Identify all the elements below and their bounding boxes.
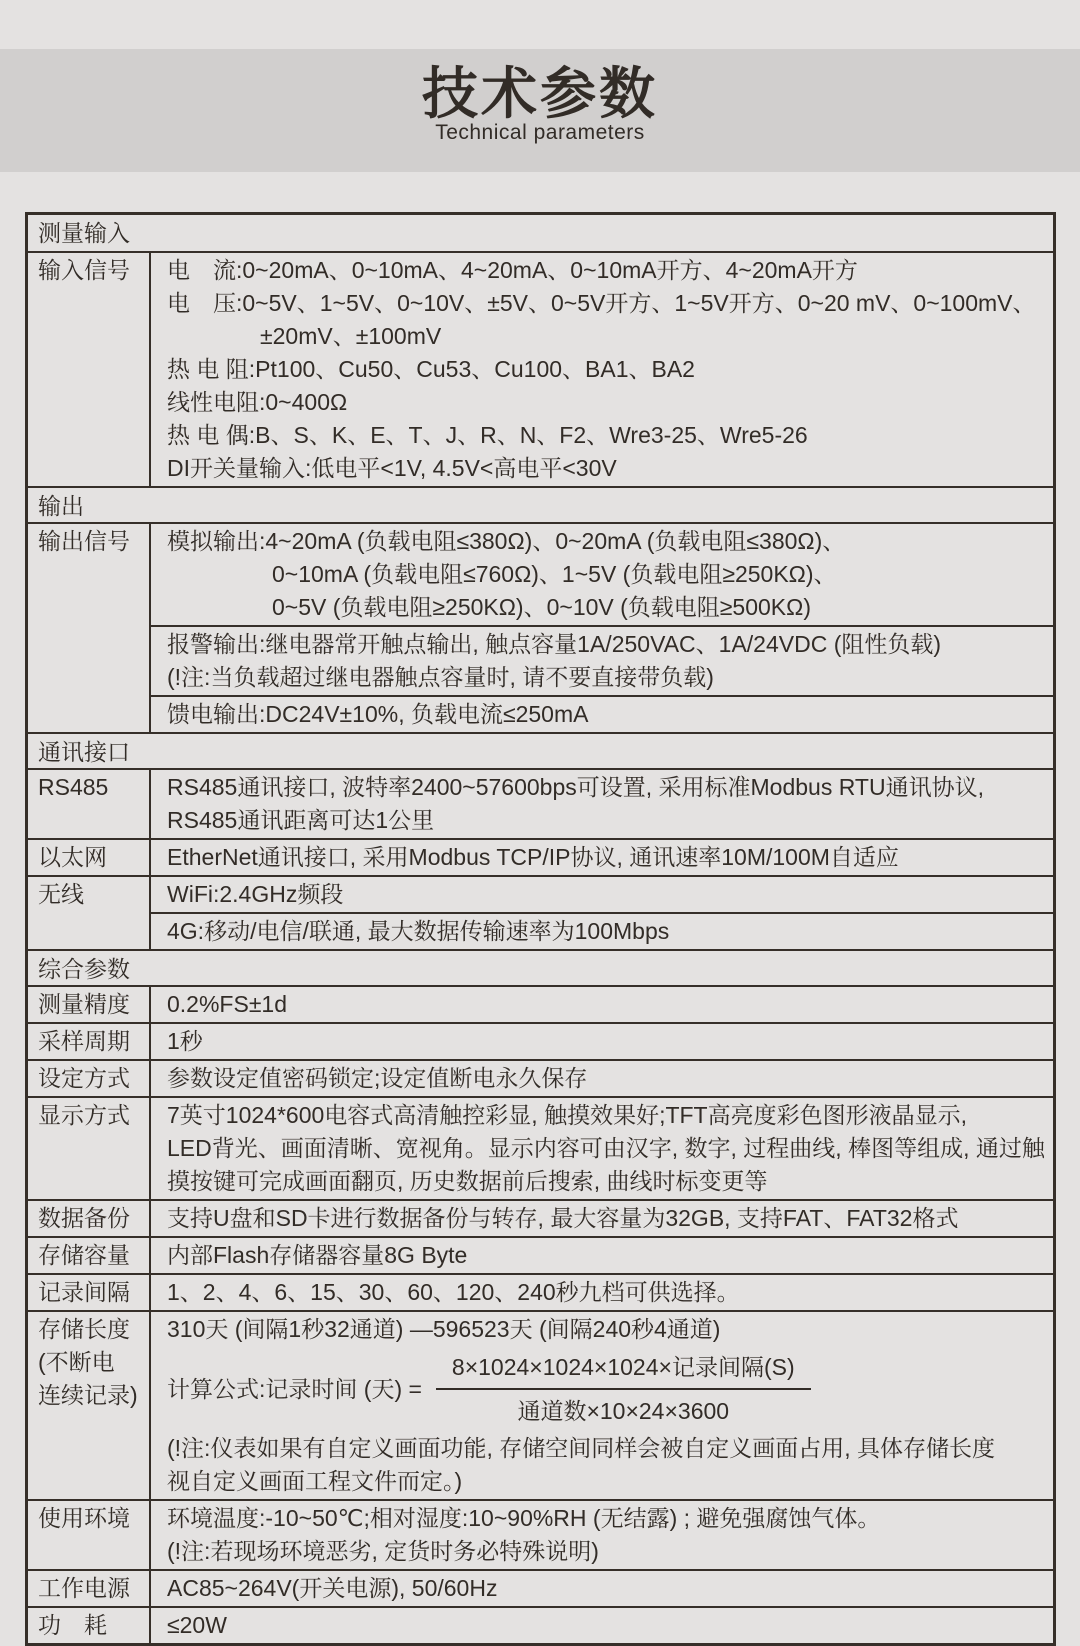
- row-cells: [151, 1312, 1053, 1499]
- row-cells: [151, 1238, 1053, 1273]
- formula-numerator: 8×1024×1024×1024×记录间隔(S): [436, 1349, 811, 1390]
- row-cells: [151, 1201, 1053, 1236]
- spec-line: 0~10mA (负载电阻≤760Ω)、1~5V (负载电阻≥250KΩ)、: [272, 561, 837, 587]
- spec-row: [28, 1569, 1053, 1606]
- spec-line: (!注:当负载超过继电器触点容量时, 请不要直接带负载): [167, 664, 714, 690]
- spec-line: 线性电阻:0~400Ω: [167, 389, 348, 415]
- spec-cell: [151, 1098, 1053, 1199]
- spec-row: [28, 1273, 1053, 1310]
- row-cells: [151, 524, 1053, 732]
- spec-row: [28, 1606, 1053, 1643]
- spec-line: RS485通讯距离可达1公里: [167, 807, 435, 833]
- spec-cell: [151, 1275, 1053, 1310]
- spec-row: [28, 1022, 1053, 1059]
- title-band: [0, 49, 1080, 172]
- formula-fraction: [436, 1349, 811, 1429]
- spec-row: [28, 1310, 1053, 1499]
- spec-line: 1秒: [167, 1028, 203, 1054]
- row-label: [28, 1061, 151, 1096]
- row-cells: [151, 1571, 1053, 1606]
- formula-denominator: 通道数×10×24×3600: [517, 1398, 730, 1424]
- spec-row: [28, 1499, 1053, 1569]
- row-cells: [151, 840, 1053, 875]
- spec-row: [28, 251, 1053, 486]
- spec-line: 视自定义画面工程文件而定。): [167, 1468, 463, 1494]
- spec-line: WiFi:2.4GHz频段: [167, 881, 344, 907]
- row-cells: [151, 770, 1053, 838]
- spec-cell: [151, 625, 1053, 695]
- spec-line: 1、2、4、6、15、30、60、120、240秒九档可供选择。: [167, 1279, 740, 1305]
- row-label-line: (不断电: [38, 1349, 115, 1375]
- spec-line: 310天 (间隔1秒32通道) —596523天 (间隔240秒4通道): [167, 1316, 721, 1342]
- spec-line: 电 压:0~5V、1~5V、0~10V、±5V、0~5V开方、1~5V开方、0~20 mV、0~100mV、: [167, 290, 1036, 316]
- row-cells: [151, 1501, 1053, 1569]
- row-label: [28, 524, 151, 732]
- row-label: [28, 1501, 151, 1569]
- row-label-line: 输出信号: [38, 528, 130, 554]
- row-cells: [151, 987, 1053, 1022]
- row-label: [28, 1238, 151, 1273]
- formula-prefix: 计算公式:记录时间 (天) =: [167, 1375, 422, 1402]
- row-label-line: 记录间隔: [38, 1279, 130, 1305]
- row-label-line: 输入信号: [38, 257, 130, 283]
- row-label: [28, 1024, 151, 1059]
- spec-cell: [151, 1312, 1053, 1499]
- spec-line: 热 电 偶:B、S、K、E、T、J、R、N、F2、Wre3-25、Wre5-26: [167, 422, 808, 448]
- row-label-line: 无线: [38, 881, 84, 907]
- spec-line: 0.2%FS±1d: [167, 991, 288, 1017]
- section-header-row: 综合参数: [28, 949, 1053, 985]
- row-label-line: 存储容量: [38, 1242, 130, 1268]
- spec-cell: [151, 1061, 1053, 1096]
- row-label-line: 以太网: [38, 844, 107, 870]
- spec-cell: [151, 1571, 1053, 1606]
- spec-cell: [151, 877, 1053, 912]
- spec-row: [28, 985, 1053, 1022]
- spec-cell: [151, 695, 1053, 732]
- spec-cell: [151, 1608, 1053, 1643]
- row-label-line: 设定方式: [38, 1065, 130, 1091]
- spec-line: 环境温度:-10~50℃;相对湿度:10~90%RH (无结露) ; 避免强腐蚀气体。: [167, 1505, 881, 1531]
- spec-cell: [151, 253, 1053, 486]
- row-cells: [151, 1098, 1053, 1199]
- spec-cell: [151, 770, 1053, 838]
- row-label: [28, 770, 151, 838]
- row-label: [28, 1312, 151, 1499]
- spec-cell: [151, 524, 1053, 625]
- row-label-line: 测量精度: [38, 991, 130, 1017]
- spec-cell: [151, 840, 1053, 875]
- row-label-line: 存储长度: [38, 1316, 130, 1342]
- row-label: [28, 1608, 151, 1643]
- spec-line: 支持U盘和SD卡进行数据备份与转存, 最大容量为32GB, 支持FAT、FAT32格式: [167, 1205, 959, 1231]
- spec-line: 电 流:0~20mA、0~10mA、4~20mA、0~10mA开方、4~20mA开方: [167, 257, 858, 283]
- row-label-line: 工作电源: [38, 1575, 130, 1601]
- row-label-line: 连续记录): [38, 1382, 138, 1408]
- row-cells: [151, 1024, 1053, 1059]
- spec-row: [28, 1236, 1053, 1273]
- spec-cell: [151, 1501, 1053, 1569]
- spec-line: 模拟输出:4~20mA (负载电阻≤380Ω)、0~20mA (负载电阻≤380Ω)、: [167, 528, 846, 554]
- row-cells: [151, 1061, 1053, 1096]
- row-cells: [151, 1275, 1053, 1310]
- spec-line: 摸按键可完成画面翻页, 历史数据前后搜索, 曲线时标变更等: [167, 1168, 768, 1194]
- spec-row: [28, 522, 1053, 732]
- spec-line: 热 电 阻:Pt100、Cu50、Cu53、Cu100、BA1、BA2: [167, 356, 695, 382]
- spec-row: [28, 1199, 1053, 1236]
- spec-cell: [151, 987, 1053, 1022]
- row-label-line: 采样周期: [38, 1028, 130, 1054]
- spec-cell: [151, 1201, 1053, 1236]
- spec-line: 7英寸1024*600电容式高清触控彩显, 触摸效果好;TFT高亮度彩色图形液晶显示,: [167, 1102, 967, 1128]
- page-title: 技术参数: [422, 62, 658, 125]
- spec-line: RS485通讯接口, 波特率2400~57600bps可设置, 采用标准Modbus RTU通讯协议,: [167, 774, 984, 800]
- row-label: [28, 1098, 151, 1199]
- row-label: [28, 987, 151, 1022]
- spec-row: [28, 838, 1053, 875]
- spec-line: 内部Flash存储器容量8G Byte: [167, 1242, 468, 1268]
- row-label-line: 使用环境: [38, 1505, 130, 1531]
- spec-line: EtherNet通讯接口, 采用Modbus TCP/IP协议, 通讯速率10M/100M自适应: [167, 844, 899, 870]
- spec-cell: [151, 1024, 1053, 1059]
- row-cells: [151, 1608, 1053, 1643]
- spec-line: ≤20W: [167, 1612, 227, 1638]
- row-label-line: 显示方式: [38, 1102, 130, 1128]
- spec-row: [28, 1059, 1053, 1096]
- row-label: [28, 877, 151, 949]
- row-label: [28, 1201, 151, 1236]
- spec-line: LED背光、画面清晰、宽视角。显示内容可由汉字, 数字, 过程曲线, 棒图等组成, 通过触: [167, 1135, 1045, 1161]
- spec-row: [28, 875, 1053, 949]
- spec-line: ±20mV、±100mV: [260, 323, 442, 349]
- spec-line: 馈电输出:DC24V±10%, 负载电流≤250mA: [167, 701, 589, 727]
- spec-line: 4G:移动/电信/联通, 最大数据传输速率为100Mbps: [167, 918, 670, 944]
- spec-table: [25, 212, 1056, 1646]
- spec-cell: [151, 1238, 1053, 1273]
- spec-line: 0~5V (负载电阻≥250KΩ)、0~10V (负载电阻≥500KΩ): [272, 594, 811, 620]
- row-label-line: RS485: [38, 774, 109, 800]
- spec-line: (!注:若现场环境恶劣, 定货时务必特殊说明): [167, 1538, 599, 1564]
- row-label: [28, 253, 151, 486]
- spec-line: DI开关量输入:低电平<1V, 4.5V<高电平<30V: [167, 455, 617, 481]
- spec-line: 参数设定值密码锁定;设定值断电永久保存: [167, 1065, 588, 1091]
- row-label: [28, 840, 151, 875]
- row-label-line: 功 耗: [38, 1612, 107, 1638]
- spec-cell: [151, 912, 1053, 949]
- row-cells: [151, 877, 1053, 949]
- section-header-row: 输出: [28, 486, 1053, 522]
- page-subtitle: Technical parameters: [435, 120, 645, 144]
- spec-row: [28, 768, 1053, 838]
- row-label: [28, 1571, 151, 1606]
- section-header-row: 测量输入: [38, 220, 130, 246]
- formula: [167, 1349, 1047, 1429]
- spec-line: AC85~264V(开关电源), 50/60Hz: [167, 1575, 498, 1601]
- row-label-line: 数据备份: [38, 1205, 130, 1231]
- spec-row: [28, 1096, 1053, 1199]
- section-header-row: 通讯接口: [28, 732, 1053, 768]
- row-label: [28, 1275, 151, 1310]
- spec-line: (!注:仪表如果有自定义画面功能, 存储空间同样会被自定义画面占用, 具体存储长度: [167, 1435, 995, 1461]
- spec-line: 报警输出:继电器常开触点输出, 触点容量1A/250VAC、1A/24VDC (阻性负载): [167, 631, 942, 657]
- row-cells: [151, 253, 1053, 486]
